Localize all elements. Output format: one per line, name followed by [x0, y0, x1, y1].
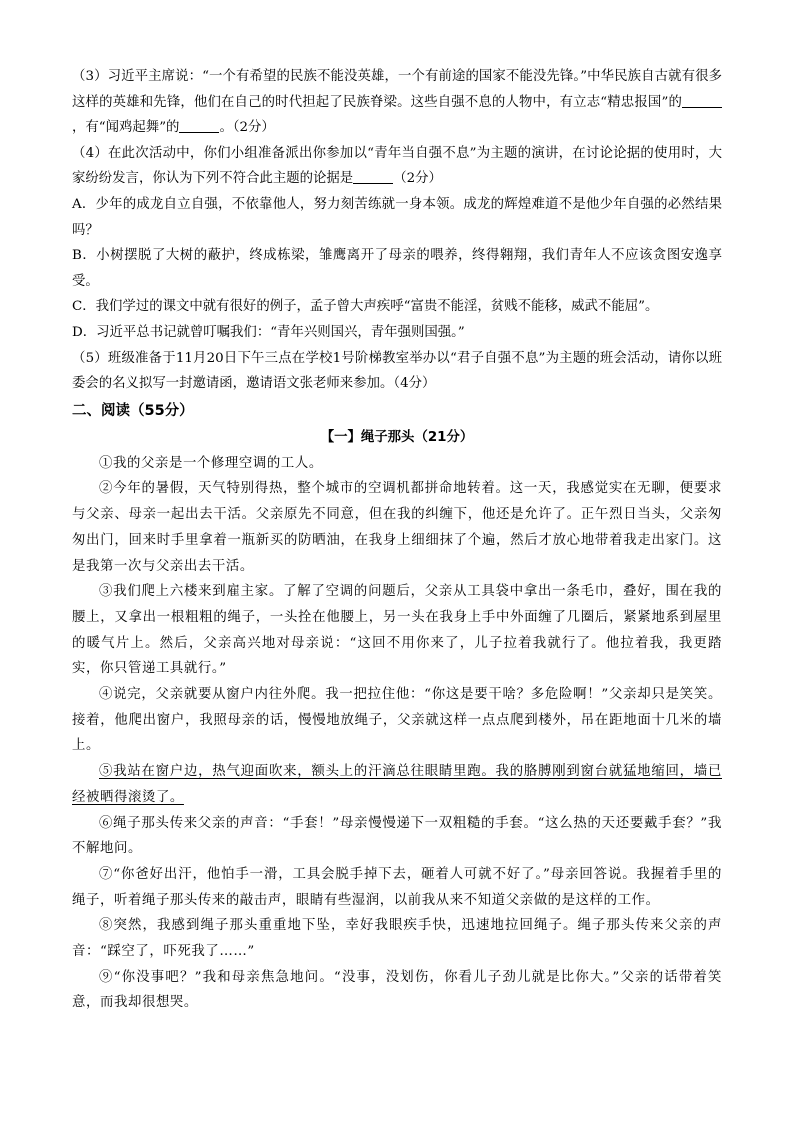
exam-page	[72, 64, 722, 1016]
option-b: B．小树摆脱了大树的蔽护，终成栋梁，雏鹰离开了母亲的喂养，终得翱翔，我们青年人不应该贪图安逸享受。	[72, 248, 722, 289]
option-c: C．我们学过的课文中就有很好的例子，孟子曾大声疾呼“富贵不能淫，贫贱不能移，威武不能屈”。	[72, 299, 659, 315]
question-3-score: 。（2分）	[219, 120, 275, 136]
answer-blank-1[interactable]	[682, 93, 722, 108]
paragraph-6: ⑥绳子那头传来父亲的声音：“手套！”母亲慢慢递下一双粗糙的手套。“这么热的天还要戴手套？”我不解地问。	[72, 815, 722, 857]
paragraph-7: ⑦“你爸好出汗，他怕手一滑，工具会脱手掉下去，砸着人可就不好了。”母亲回答说。我握着手里的绳子，听着绳子那头传来的敲击声，眼睛有些湿润，以前我从来不知道父亲做的是这样的工作。	[72, 866, 722, 908]
question-4	[72, 141, 722, 192]
question-3-text-mid: ，有“闻鸡起舞”的	[72, 120, 180, 136]
question-4-text: （4）在此次活动中，你们小组准备派出你参加以“青年当自强不息”为主题的演讲，在讨论论据的使用时，大家纷纷发言，你认为下列不符合此主题的论据是	[72, 145, 722, 187]
answer-blank-2[interactable]	[179, 118, 219, 133]
paragraph-1: ①我的父亲是一个修理空调的工人。	[99, 455, 323, 471]
paragraph-3: ③我们爬上六楼来到雇主家。了解了空调的问题后，父亲从工具袋中拿出一条毛巾，叠好，围在我的腰上，又拿出一根粗粗的绳子，一头拴在他腰上，另一头在我身上手中外面缠了几圈后，紧紧地系到屋里的暖气片上。然后，父亲高兴地对母亲说：“这回不用你来了，儿子拉着我就行了。他拉着我，我更踏实，你只管递工具就行。”	[72, 584, 722, 677]
question-3-text: （3）习近平主席说：“一个有希望的民族不能没英雄，一个有前途的国家不能没先锋。”中华民族自古就有很多这样的英雄和先锋，他们在自己的时代担起了民族脊梁。这些自强不息的人物中，有立志“精忠报国”的	[72, 69, 722, 110]
paragraph-9: ⑨“你没事吧？”我和母亲焦急地问。“没事，没划伤，你看儿子劲儿就是比你大。”父亲的话带着笑意，而我却很想哭。	[72, 969, 722, 1011]
answer-blank-3[interactable]	[353, 169, 393, 184]
paragraph-5-underlined: ⑤我站在窗户边，热气迎面吹来，额头上的汗滴总往眼睛里跑。我的胳膊刚到窗台就猛地缩回，墙已经被晒得滚烫了。	[72, 764, 722, 805]
paragraph-2: ②今年的暑假，天气特别得热，整个城市的空调机都拼命地转着。这一天，我感觉实在无聊，便要求与父亲、母亲一起出去干活。父亲原先不同意，但在我的纠缠下，他还是允许了。正午烈日当头，父亲匆匆出门，回来时手里拿着一瓶新买的防晒油，在我身上细细抹了个遍，然后才放心地带着我走出家门。这是我第一次与父亲出去干活。	[72, 481, 722, 574]
option-d: D．习近平总书记就曾叮嘱我们：“青年兴则国兴，青年强则国强。”	[72, 324, 465, 340]
question-3	[72, 64, 722, 141]
paragraph-8: ⑧突然，我感到绳子那头重重地下坠，幸好我眼疾手快，迅速地拉回绳子。绳子那头传来父亲的声音：“踩空了，吓死我了……”	[72, 918, 722, 960]
paragraph-4: ④说完，父亲就要从窗户内往外爬。我一把拉住他：“你这是要干啥？多危险啊！”父亲却只是笑笑。接着，他爬出窗户，我照母亲的话，慢慢地放绳子，父亲就这样一点点爬到楼外，吊在距地面十几米的墙上。	[72, 687, 722, 754]
question-5: （5）班级准备于11月20日下午三点在学校1号阶梯教室举办以“君子自强不息”为主题的班会活动，请你以班委会的名义拟写一封邀请函，邀请语文张老师来参加。（4分）	[72, 350, 722, 392]
reading-title: 【一】绳子那头（21分）	[320, 429, 474, 445]
question-4-score: （2分）	[393, 171, 442, 187]
option-a: A．少年的成龙自立自强，不依靠他人，努力刻苦练就一身本领。成龙的辉煌难道不是他少年自强的必然结果吗？	[72, 196, 722, 238]
section-heading: 二、阅读（55分）	[72, 402, 194, 419]
